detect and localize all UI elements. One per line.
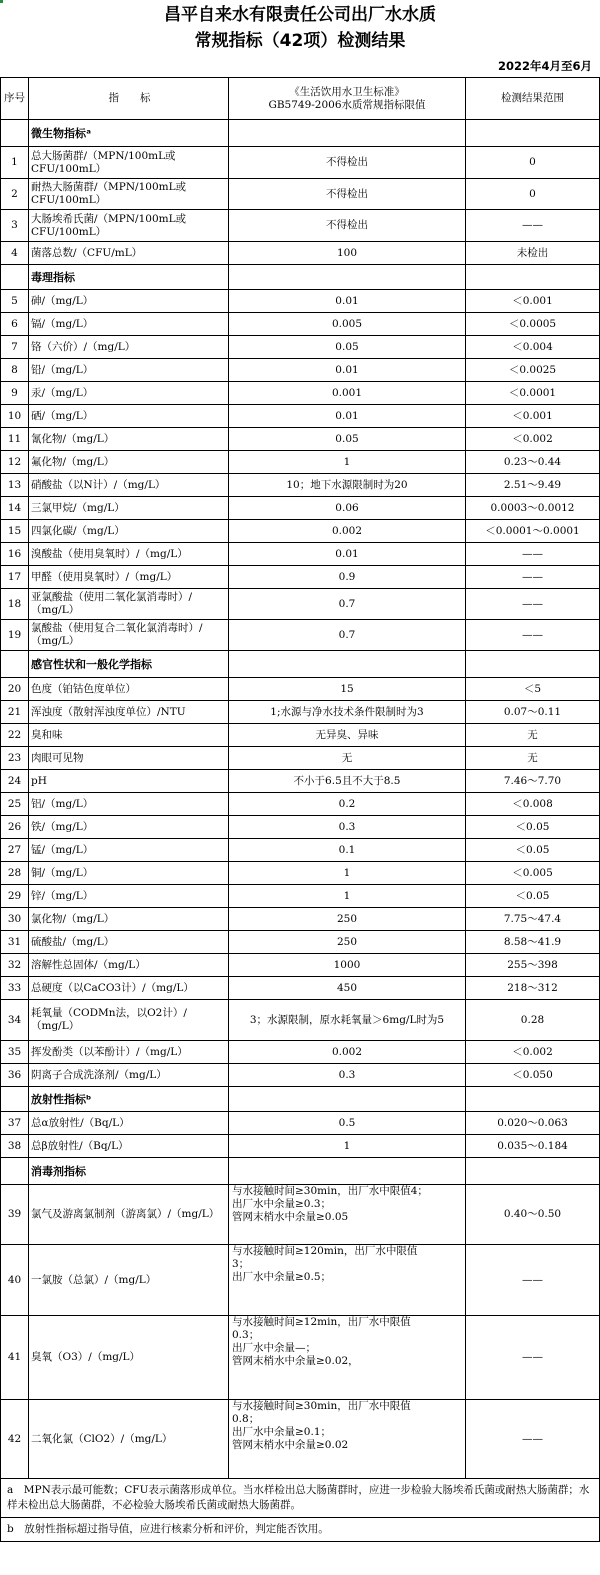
row-no	[1, 1158, 29, 1184]
table-row	[1, 359, 599, 382]
header-limit-line1: 《生活饮用水卫生标准》	[289, 85, 405, 98]
table-row	[1, 179, 599, 210]
row-result: 7.75～47.4	[503, 912, 562, 925]
row-no: 13	[1, 474, 29, 496]
row-limit: 无异臭、异味	[229, 724, 466, 746]
row-result: ＜0.001	[512, 409, 553, 422]
row-no: 2	[1, 179, 29, 209]
footnote-b: b 放射性指标超过指导值，应进行核素分析和评价，判定能否饮用。	[7, 1523, 329, 1535]
row-result: 0.07～0.11	[503, 705, 562, 718]
row-no: 42	[1, 1400, 29, 1478]
table-row	[1, 497, 599, 520]
row-result: 0	[529, 156, 536, 168]
row-result	[466, 1158, 599, 1184]
row-no: 4	[1, 242, 29, 264]
row-indicator: 镉/（mg/L）	[29, 313, 229, 335]
table-row	[1, 724, 599, 747]
row-limit-line: 0.3；	[232, 1329, 260, 1341]
header-no: 序号	[1, 78, 29, 119]
row-no	[1, 120, 29, 146]
row-result: ＜5	[523, 682, 542, 695]
section-label: 毒理指标	[29, 265, 229, 289]
table-row	[1, 428, 599, 451]
row-result: 255～398	[507, 958, 558, 971]
row-limit: 0.01	[229, 359, 466, 381]
row-result: ＜0.004	[512, 340, 553, 353]
row-indicator: 亚氯酸盐（使用二氧化氯消毒时）/（mg/L）	[29, 589, 229, 619]
table-row	[1, 1000, 599, 1041]
row-indicator: 溶解性总固体/（mg/L）	[29, 954, 229, 976]
row-no: 40	[1, 1245, 29, 1315]
row-indicator: 大肠埃希氏菌/（MPN/100mL或CFU/100mL）	[29, 210, 229, 241]
row-result: 无	[527, 728, 538, 741]
section-label: 放射性指标ᵇ	[29, 1087, 229, 1111]
row-indicator: 氯气及游离氯制剂（游离氯）/（mg/L）	[29, 1185, 229, 1244]
row-no: 33	[1, 977, 29, 999]
row-limit	[229, 1158, 466, 1184]
row-no: 21	[1, 701, 29, 723]
row-no: 9	[1, 382, 29, 404]
footnote-a: a MPN表示最可能数；CFU表示菌落形成单位。当水样检出总大肠菌群时，应进一步检验大肠埃希氏菌或耐热大肠菌群；水样未检出总大肠菌群，不必检验大肠埃希氏菌或耐热大肠菌群。	[1, 1478, 599, 1518]
table-row	[1, 1245, 599, 1316]
row-limit: 0.005	[229, 313, 466, 335]
row-limit	[229, 1245, 466, 1315]
row-indicator: 总硬度（以CaCO3计）/（mg/L）	[29, 977, 229, 999]
section-row	[1, 1158, 599, 1185]
report-period: 2022年4月至6月	[497, 59, 592, 73]
row-result: 7.46～7.70	[503, 774, 562, 787]
row-limit: 0.3	[229, 816, 466, 838]
table-row	[1, 1041, 599, 1064]
row-limit: 15	[229, 678, 466, 700]
row-limit	[229, 1087, 466, 1111]
row-limit: 不小于6.5且不大于8.5	[229, 770, 466, 792]
row-indicator: 挥发酚类（以苯酚计）/（mg/L）	[29, 1041, 229, 1063]
row-result: ＜0.0005	[508, 317, 557, 330]
row-indicator: 铁/（mg/L）	[29, 816, 229, 838]
table-row	[1, 862, 599, 885]
row-indicator: 铜/（mg/L）	[29, 862, 229, 884]
row-result: 0.035～0.184	[497, 1139, 568, 1152]
row-result: ＜0.0001～0.0001	[485, 524, 580, 537]
row-no: 10	[1, 405, 29, 427]
table-row	[1, 242, 599, 265]
table-row	[1, 405, 599, 428]
row-result	[466, 120, 599, 146]
row-result: 0.0003～0.0012	[490, 501, 575, 514]
row-indicator: 硫酸盐/（mg/L）	[29, 931, 229, 953]
row-result: ——	[522, 1273, 543, 1286]
row-limit-line: 与水接触时间≥30min，出厂水中限值4；	[232, 1185, 428, 1197]
row-limit: 0.3	[229, 1064, 466, 1086]
row-indicator: 汞/（mg/L）	[29, 382, 229, 404]
row-limit: 0.06	[229, 497, 466, 519]
row-result: 8.58～41.9	[503, 935, 562, 948]
table-row	[1, 954, 599, 977]
row-no: 11	[1, 428, 29, 450]
row-no: 26	[1, 816, 29, 838]
section-row	[1, 1087, 599, 1112]
row-no: 32	[1, 954, 29, 976]
row-no: 36	[1, 1064, 29, 1086]
row-limit-line: 3；	[232, 1258, 250, 1270]
water-quality-table	[0, 77, 600, 1542]
row-no	[1, 265, 29, 289]
table-row	[1, 1112, 599, 1135]
row-indicator: 铬（六价）/（mg/L）	[29, 336, 229, 358]
row-no: 19	[1, 620, 29, 650]
row-result: ＜0.0001	[508, 386, 557, 399]
row-indicator: 总α放射性/（Bq/L）	[29, 1112, 229, 1134]
row-indicator: pH	[29, 770, 229, 792]
row-no: 16	[1, 543, 29, 565]
section-label: 消毒剂指标	[29, 1158, 229, 1184]
row-limit: 不得检出	[229, 210, 466, 241]
section-row	[1, 265, 599, 290]
table-row	[1, 701, 599, 724]
row-limit: 1;水源与净水技术条件限制时为3	[229, 701, 466, 723]
row-limit: 0.01	[229, 405, 466, 427]
row-result: ＜0.05	[515, 843, 550, 856]
row-limit: 0.05	[229, 336, 466, 358]
row-indicator: 阴离子合成洗涤剂/（mg/L）	[29, 1064, 229, 1086]
row-indicator: 氯酸盐（使用复合二氧化氯消毒时）/（mg/L）	[29, 620, 229, 650]
row-no: 15	[1, 520, 29, 542]
row-result: 未检出	[516, 246, 549, 259]
row-no: 22	[1, 724, 29, 746]
row-no: 1	[1, 147, 29, 178]
row-limit: 450	[229, 977, 466, 999]
row-limit: 不得检出	[229, 179, 466, 209]
row-limit: 0.7	[229, 620, 466, 650]
row-limit-line: 管网末梢水中余量≥0.05	[232, 1211, 349, 1223]
section-label: 微生物指标ᵃ	[29, 120, 229, 146]
table-row	[1, 1400, 599, 1478]
row-no: 7	[1, 336, 29, 358]
header-indicator: 指 标	[29, 78, 229, 119]
table-row	[1, 678, 599, 701]
row-no: 34	[1, 1000, 29, 1040]
table-row	[1, 747, 599, 770]
row-indicator: 色度（铂钴色度单位）	[29, 678, 229, 700]
row-limit: 无	[229, 747, 466, 769]
row-limit-line: 出厂水中余量≥0.5；	[232, 1271, 331, 1283]
section-row	[1, 651, 599, 678]
row-limit-line: 与水接触时间≥120min，出厂水中限值	[232, 1245, 418, 1257]
row-result	[466, 651, 599, 677]
header-result: 检测结果范围	[501, 92, 564, 104]
table-row	[1, 1185, 599, 1245]
row-no: 41	[1, 1316, 29, 1399]
row-result: 2.51～9.49	[503, 478, 562, 491]
row-result: 0.23～0.44	[503, 455, 562, 468]
row-limit-line: 出厂水中余量—；	[232, 1342, 316, 1354]
row-indicator: 臭氧（O3）/（mg/L）	[29, 1316, 229, 1399]
row-result: ——	[522, 1351, 543, 1363]
row-result: ——	[522, 570, 543, 583]
row-indicator: 砷/（mg/L）	[29, 290, 229, 312]
row-limit: 0.001	[229, 382, 466, 404]
row-no: 23	[1, 747, 29, 769]
row-no: 14	[1, 497, 29, 519]
row-result: ——	[522, 1432, 543, 1445]
row-indicator: 二氧化氯（ClO2）/（mg/L）	[29, 1400, 229, 1478]
row-limit: 不得检出	[229, 147, 466, 178]
row-limit: 0.002	[229, 520, 466, 542]
row-result: ＜0.050	[512, 1068, 553, 1081]
table-row	[1, 566, 599, 589]
row-result: ＜0.002	[512, 1045, 553, 1058]
document-subtitle: 常规指标（42项）检测结果	[194, 31, 406, 51]
row-indicator: 总β放射性/（Bq/L）	[29, 1135, 229, 1157]
row-limit-line: 与水接触时间≥12min，出厂水中限值	[232, 1316, 411, 1328]
table-row	[1, 210, 599, 242]
section-row	[1, 120, 599, 147]
table-body	[1, 120, 599, 1478]
table-row	[1, 589, 599, 620]
table-row	[1, 313, 599, 336]
row-result: 0.40～0.50	[503, 1208, 562, 1220]
header-limit	[229, 78, 466, 119]
row-limit-line: 管网末梢水中余量≥0.02，	[232, 1355, 359, 1367]
row-indicator: 锌/（mg/L）	[29, 885, 229, 907]
table-row	[1, 931, 599, 954]
row-limit-line: 管网末梢水中余量≥0.02	[232, 1439, 349, 1451]
row-no: 20	[1, 678, 29, 700]
row-no: 17	[1, 566, 29, 588]
row-limit: 250	[229, 908, 466, 930]
row-no: 8	[1, 359, 29, 381]
row-limit	[229, 120, 466, 146]
row-indicator: 氯化物/（mg/L）	[29, 908, 229, 930]
table-row	[1, 908, 599, 931]
row-limit: 1	[229, 885, 466, 907]
row-indicator: 硝酸盐（以N计）/（mg/L）	[29, 474, 229, 496]
row-limit: 1	[229, 1135, 466, 1157]
row-no: 29	[1, 885, 29, 907]
table-row	[1, 885, 599, 908]
row-no: 25	[1, 793, 29, 815]
row-result: 无	[527, 751, 538, 764]
row-limit-line: 出厂水中余量≥0.3；	[232, 1198, 331, 1210]
table-row	[1, 1064, 599, 1087]
table-row	[1, 520, 599, 543]
row-no	[1, 1087, 29, 1111]
row-no: 3	[1, 210, 29, 241]
row-limit: 0.5	[229, 1112, 466, 1134]
row-no: 37	[1, 1112, 29, 1134]
table-row	[1, 382, 599, 405]
row-indicator: 耐热大肠菌群/（MPN/100mL或CFU/100mL）	[29, 179, 229, 209]
table-row	[1, 290, 599, 313]
row-no: 18	[1, 589, 29, 619]
row-indicator: 总大肠菌群/（MPN/100mL或CFU/100mL）	[29, 147, 229, 178]
row-limit-line: 出厂水中余量≥0.1；	[232, 1426, 331, 1438]
document-title: 昌平自来水有限责任公司出厂水水质	[164, 5, 436, 25]
row-limit: 1	[229, 862, 466, 884]
row-indicator: 三氯甲烷/（mg/L）	[29, 497, 229, 519]
row-limit: 0.002	[229, 1041, 466, 1063]
row-result: ＜0.005	[512, 866, 553, 879]
row-result	[466, 1087, 599, 1111]
table-row	[1, 147, 599, 179]
row-no: 39	[1, 1185, 29, 1244]
row-result: ＜0.008	[512, 797, 553, 810]
row-no: 31	[1, 931, 29, 953]
row-result: 218～312	[507, 981, 558, 994]
row-indicator: 甲醛（使用臭氧时）/（mg/L）	[29, 566, 229, 588]
row-limit: 0.01	[229, 290, 466, 312]
row-no	[1, 651, 29, 677]
row-indicator: 一氯胺（总氯）/（mg/L）	[29, 1245, 229, 1315]
row-no: 30	[1, 908, 29, 930]
row-limit	[229, 265, 466, 289]
row-indicator: 锰/（mg/L）	[29, 839, 229, 861]
row-indicator: 耗氧量（CODMn法，以O2计）/（mg/L）	[29, 1000, 229, 1040]
row-no: 27	[1, 839, 29, 861]
row-indicator: 浑浊度（散射浑浊度单位）/NTU	[29, 701, 229, 723]
row-result: ＜0.0025	[508, 363, 557, 376]
row-limit: 250	[229, 931, 466, 953]
table-header-row	[1, 78, 599, 120]
row-limit: 0.9	[229, 566, 466, 588]
row-result	[466, 265, 599, 289]
row-result: ——	[522, 219, 543, 231]
row-result: ——	[522, 628, 543, 641]
row-limit	[229, 1400, 466, 1478]
row-limit: 0.7	[229, 589, 466, 619]
row-indicator: 臭和味	[29, 724, 229, 746]
table-row	[1, 474, 599, 497]
row-limit: 100	[229, 242, 466, 264]
row-limit-line: 0.8；	[232, 1413, 260, 1425]
row-limit: 3；水源限制，原水耗氧量＞6mg/L时为5	[229, 1000, 466, 1040]
row-limit-line: 与水接触时间≥30min，出厂水中限值	[232, 1400, 411, 1412]
row-no: 6	[1, 313, 29, 335]
row-limit: 0.2	[229, 793, 466, 815]
table-row	[1, 451, 599, 474]
row-result: ——	[522, 597, 543, 610]
header-limit-line2: GB5749-2006水质常规指标限值	[268, 98, 426, 111]
table-row	[1, 793, 599, 816]
row-indicator: 氟化物/（mg/L）	[29, 451, 229, 473]
row-result: 0.28	[520, 1013, 545, 1026]
row-indicator: 硒/（mg/L）	[29, 405, 229, 427]
table-row	[1, 770, 599, 793]
row-result: 0	[529, 187, 536, 200]
section-label: 感官性状和一般化学指标	[29, 651, 229, 677]
row-result: 0.020～0.063	[497, 1116, 568, 1129]
table-row	[1, 336, 599, 359]
row-no: 5	[1, 290, 29, 312]
row-no: 35	[1, 1041, 29, 1063]
table-row	[1, 977, 599, 1000]
cell-corner-marker	[0, 0, 3, 3]
row-limit	[229, 1185, 466, 1244]
row-limit: 1000	[229, 954, 466, 976]
row-indicator: 菌落总数/（CFU/mL）	[29, 242, 229, 264]
row-limit: 0.1	[229, 839, 466, 861]
row-indicator: 溴酸盐（使用臭氧时）/（mg/L）	[29, 543, 229, 565]
row-limit	[229, 1316, 466, 1399]
table-row	[1, 839, 599, 862]
row-result: ——	[522, 547, 543, 560]
row-no: 24	[1, 770, 29, 792]
row-indicator: 四氯化碳/（mg/L）	[29, 520, 229, 542]
row-indicator: 肉眼可见物	[29, 747, 229, 769]
row-result: ＜0.001	[512, 294, 553, 307]
row-result: ＜0.002	[512, 432, 553, 445]
row-indicator: 铝/（mg/L）	[29, 793, 229, 815]
table-row	[1, 543, 599, 566]
row-no: 28	[1, 862, 29, 884]
table-row	[1, 1135, 599, 1158]
table-row	[1, 816, 599, 839]
row-indicator: 铅/（mg/L）	[29, 359, 229, 381]
row-no: 12	[1, 451, 29, 473]
row-limit: 0.05	[229, 428, 466, 450]
table-row	[1, 620, 599, 651]
row-limit: 10；地下水源限制时为20	[229, 474, 466, 496]
row-limit: 1	[229, 451, 466, 473]
row-indicator: 氰化物/（mg/L）	[29, 428, 229, 450]
row-limit: 0.01	[229, 543, 466, 565]
row-limit	[229, 651, 466, 677]
row-result: ＜0.05	[515, 889, 550, 902]
row-result: ＜0.05	[515, 820, 550, 833]
row-no: 38	[1, 1135, 29, 1157]
table-row	[1, 1316, 599, 1400]
